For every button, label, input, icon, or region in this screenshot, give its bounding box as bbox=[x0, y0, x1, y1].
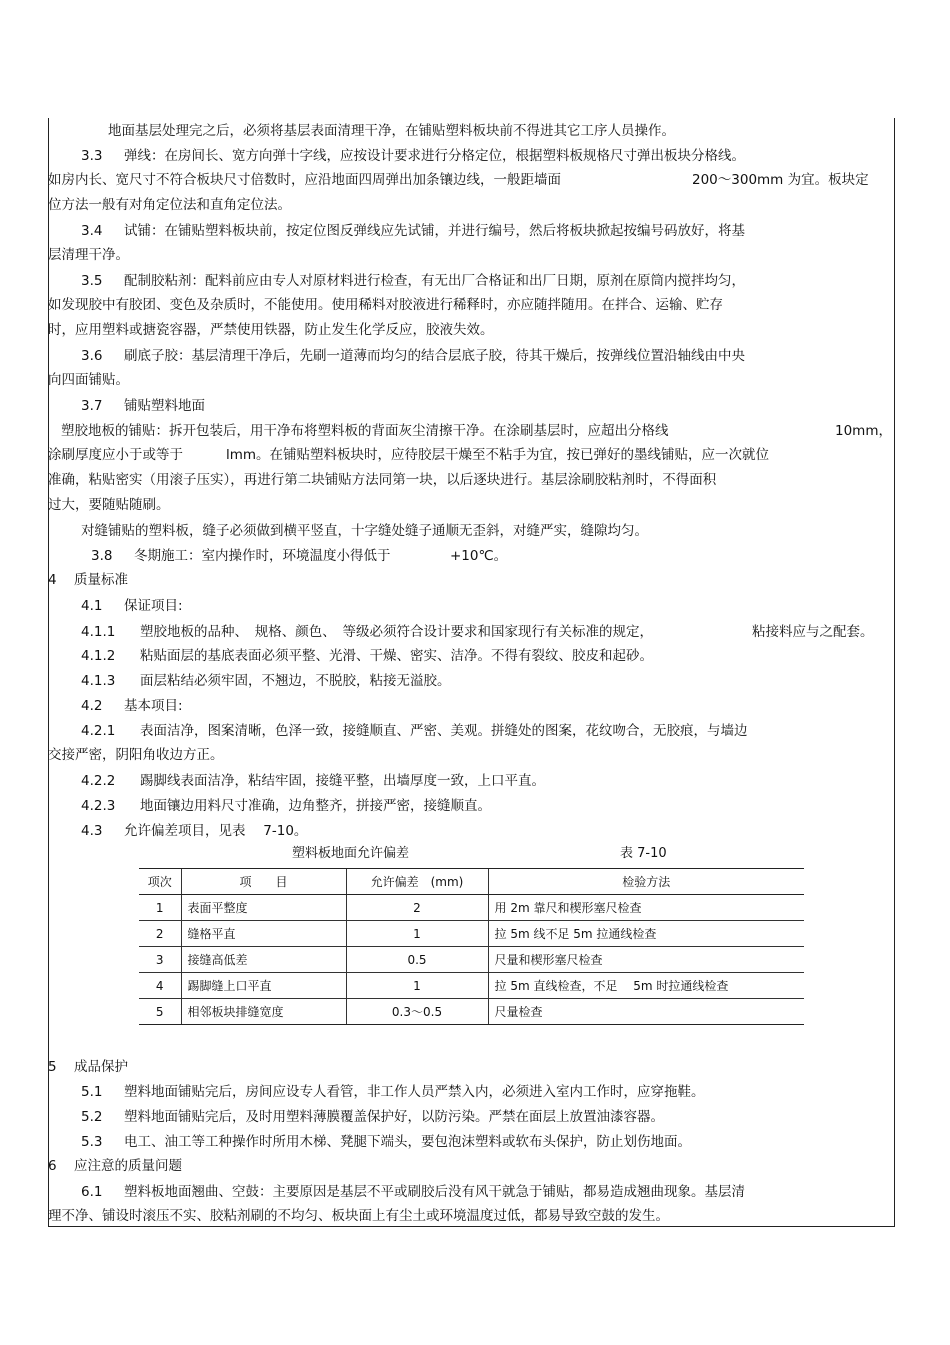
table-cell: 拉 5m 线不足 5m 拉通线检查 bbox=[488, 921, 804, 947]
section-number: 5.2 bbox=[81, 1109, 103, 1125]
paragraph-line: 对缝铺贴的塑料板，缝子必须做到横平竖直，十字缝处缝子通顺无歪斜，对缝严实，缝隙均匀。 bbox=[81, 523, 648, 539]
table-cell: 1 bbox=[346, 921, 488, 947]
table-row bbox=[139, 947, 804, 973]
section-number: 4.2.2 bbox=[81, 773, 116, 789]
section-number: 5.1 bbox=[81, 1084, 103, 1100]
section-number: 4.1 bbox=[81, 598, 103, 614]
paragraph-line: +10℃。 bbox=[450, 548, 508, 564]
table-cell: 接缝高低差 bbox=[181, 947, 346, 973]
section-number: 4.1.2 bbox=[81, 648, 116, 664]
paragraph-line: 面层粘结必须牢固，不翘边，不脱胶，粘接无溢胶。 bbox=[140, 673, 451, 689]
table-cell: 2 bbox=[346, 895, 488, 921]
paragraph-line: 粘接料应与之配套。 bbox=[752, 624, 874, 640]
paragraph-line: 塑胶地板的铺贴：拆开包装后，用干净布将塑料板的背面灰尘清擦干净。在涂刷基层时，应超出分格线 bbox=[61, 423, 669, 439]
table-cell: 尺量检查 bbox=[488, 999, 804, 1025]
paragraph-line: 配制胶粘剂：配料前应由专人对原材料进行检查，有无出厂合格证和出厂日期，原剂在原筒内搅拌均匀， bbox=[124, 273, 745, 289]
paragraph-line: 准确，粘贴密实（用滚子压实），再进行第二块铺贴方法同第一块，以后逐块进行。基层涂刷胶粘剂时，不得面积 bbox=[48, 472, 717, 488]
table-title: 塑料板地面允许偏差 bbox=[292, 846, 410, 861]
table-cell: 1 bbox=[346, 973, 488, 999]
section-number: 5.3 bbox=[81, 1134, 103, 1150]
section-number: 3.3 bbox=[81, 148, 103, 164]
table-cell: 相邻板块排缝宽度 bbox=[181, 999, 346, 1025]
section-number: 4.1.3 bbox=[81, 673, 116, 689]
paragraph-line: 塑胶地板的品种、 规格、颜色、 等级必须符合设计要求和国家现行有关标准的规定， bbox=[140, 624, 653, 640]
chapter-heading: 应注意的质量问题 bbox=[74, 1158, 182, 1174]
paragraph-line: 向四面铺贴。 bbox=[48, 372, 129, 388]
table-cell: 踢脚缝上口平直 bbox=[181, 973, 346, 999]
table-number: 表 7-10 bbox=[620, 846, 667, 861]
section-number: 3.4 bbox=[81, 223, 103, 239]
paragraph-line: 过大，要随贴随刷。 bbox=[48, 497, 170, 513]
table-header-cell: 项 目 bbox=[181, 869, 346, 895]
section-heading: 铺贴塑料地面 bbox=[124, 398, 205, 414]
table-cell: 4 bbox=[139, 973, 181, 999]
table-header-row bbox=[139, 869, 804, 895]
paragraph-line: 涂刷厚度应小于或等于 bbox=[48, 447, 183, 463]
chapter-number: 5 bbox=[48, 1059, 57, 1075]
table-cell: 缝格平直 bbox=[181, 921, 346, 947]
chapter-heading: 成品保护 bbox=[74, 1059, 128, 1075]
paragraph-line: 允许偏差项目，见表 7-10。 bbox=[124, 823, 308, 839]
table-header-cell: 允许偏差 (mm) bbox=[346, 869, 488, 895]
paragraph-line: 地面镶边用料尺寸准确，边角整齐，拼接严密，接缝顺直。 bbox=[140, 798, 491, 814]
section-number: 4.2 bbox=[81, 698, 103, 714]
section-number: 6.1 bbox=[81, 1184, 103, 1200]
chapter-number: 6 bbox=[48, 1158, 57, 1174]
paragraph-line: 层清理干净。 bbox=[48, 247, 129, 263]
paragraph-line: lmm。在铺贴塑料板块时，应待胶层干燥至不粘手为宜，按已弹好的墨线铺贴，应一次就位 bbox=[226, 447, 770, 463]
paragraph-line: 刷底子胶：基层清理干净后，先刷一道薄而均匀的结合层底子胶，待其干燥后，按弹线位置沿轴线由中央 bbox=[124, 348, 745, 364]
paragraph-line: 冬期施工：室内操作时，环境温度小得低于 bbox=[134, 548, 391, 564]
table-row bbox=[139, 999, 804, 1025]
table-row bbox=[139, 921, 804, 947]
section-number: 4.3 bbox=[81, 823, 103, 839]
paragraph-line: 如房内长、宽尺寸不符合板块尺寸倍数时，应沿地面四周弹出加条镶边线，一般距墙面 bbox=[48, 172, 561, 188]
chapter-heading: 质量标准 bbox=[74, 572, 128, 588]
paragraph-line: 10mm， bbox=[835, 423, 892, 439]
paragraph-line: 试铺：在铺贴塑料板块前，按定位图反弹线应先试铺，并进行编号，然后将板块掀起按编号码放好，将基 bbox=[124, 223, 745, 239]
paragraph-line: 塑料地面铺贴完后，及时用塑料薄膜覆盖保护好，以防污染。严禁在面层上放置油漆容器。 bbox=[124, 1109, 664, 1125]
paragraph-line: 粘贴面层的基底表面必须平整、光滑、干燥、密实、洁净。不得有裂纹、胶皮和起砂。 bbox=[140, 648, 653, 664]
paragraph-line: 时，应用塑料或搪瓷容器，严禁使用铁器，防止发生化学反应，胶液失效。 bbox=[48, 322, 494, 338]
paragraph-line: 表面洁净，图案清晰，色泽一致，接缝顺直、严密、美观。拼缝处的图案，花纹吻合，无胶痕，与墙边 bbox=[140, 723, 748, 739]
section-number: 3.5 bbox=[81, 273, 103, 289]
chapter-number: 4 bbox=[48, 572, 57, 588]
section-number: 3.6 bbox=[81, 348, 103, 364]
paragraph-line: 电工、油工等工种操作时所用木梯、凳腿下端头，要包泡沫塑料或软布头保护，防止划伤地面。 bbox=[124, 1134, 691, 1150]
paragraph-line: 200～300mm 为宜。板块定 bbox=[692, 172, 869, 188]
table-header-cell: 检验方法 bbox=[488, 869, 804, 895]
paragraph-line: 塑料地面铺贴完后，房间应设专人看管，非工作人员严禁入内，必须进入室内工作时，应穿拖鞋。 bbox=[124, 1084, 705, 1100]
table-cell: 2 bbox=[139, 921, 181, 947]
paragraph-line: 理不净、铺设时滚压不实、胶粘剂刷的不均匀、板块面上有尘土或环境温度过低，都易导致空鼓的发生。 bbox=[48, 1208, 669, 1224]
table-cell: 3 bbox=[139, 947, 181, 973]
section-number: 3.7 bbox=[81, 398, 103, 414]
paragraph-line: 交接严密，阴阳角收边方正。 bbox=[48, 747, 224, 763]
paragraph-line: 如发现胶中有胶团、变色及杂质时，不能使用。使用稀料对胶液进行稀释时，亦应随拌随用。在拌合、运输、贮存 bbox=[48, 297, 723, 313]
table-row bbox=[139, 973, 804, 999]
paragraph-line: 地面基层处理完之后，必须将基层表面清理干净，在铺贴塑料板块前不得进其它工序人员操作。 bbox=[108, 123, 675, 139]
table-cell: 尺量和楔形塞尺检查 bbox=[488, 947, 804, 973]
paragraph-line: 弹线：在房间长、宽方向弹十字线，应按设计要求进行分格定位，根据塑料板规格尺寸弹出板块分格线。 bbox=[124, 148, 745, 164]
section-heading: 基本项目: bbox=[124, 698, 183, 714]
table-row bbox=[139, 895, 804, 921]
section-number: 4.1.1 bbox=[81, 624, 116, 640]
table-cell: 5 bbox=[139, 999, 181, 1025]
table-cell: 用 2m 靠尺和楔形塞尺检查 bbox=[488, 895, 804, 921]
table-cell: 表面平整度 bbox=[181, 895, 346, 921]
section-number: 3.8 bbox=[91, 548, 113, 564]
table-cell: 拉 5m 直线检查，不足 5m 时拉通线检查 bbox=[488, 973, 804, 999]
table-cell: 0.5 bbox=[346, 947, 488, 973]
paragraph-line: 塑料板地面翘曲、空鼓：主要原因是基层不平或刷胶后没有风干就急于铺贴，都易造成翘曲现象。基层清 bbox=[124, 1184, 745, 1200]
paragraph-line: 踢脚线表面洁净，粘结牢固，接缝平整，出墙厚度一致，上口平直。 bbox=[140, 773, 545, 789]
tolerance-table bbox=[139, 868, 804, 1025]
table-cell: 1 bbox=[139, 895, 181, 921]
paragraph-line: 位方法一般有对角定位法和直角定位法。 bbox=[48, 197, 291, 213]
table-cell: 0.3～0.5 bbox=[346, 999, 488, 1025]
section-number: 4.2.1 bbox=[81, 723, 116, 739]
section-heading: 保证项目: bbox=[124, 598, 183, 614]
table-header-cell: 项次 bbox=[139, 869, 181, 895]
section-number: 4.2.3 bbox=[81, 798, 116, 814]
